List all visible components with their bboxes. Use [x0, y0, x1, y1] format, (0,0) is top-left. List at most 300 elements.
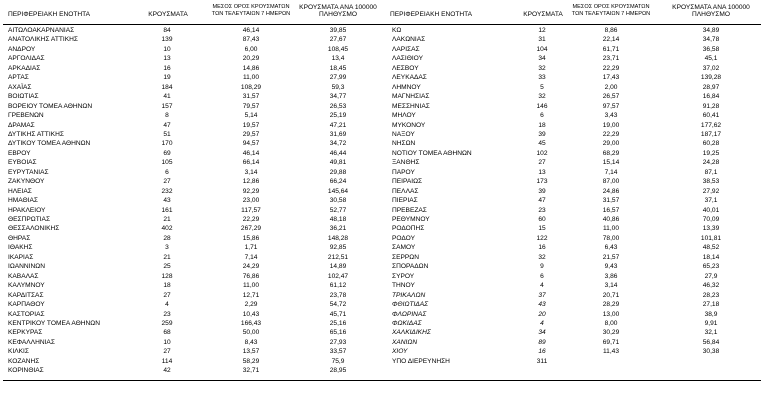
avg-7day-cell: 69,71	[602, 338, 620, 346]
region-name-cell: ΙΩΑΝΝΙΝΩΝ	[8, 263, 45, 271]
region-name-cell: ΝΗΣΩΝ	[392, 140, 416, 148]
per-100k-cell: 25,19	[329, 112, 347, 120]
per-100k-cell: 30,58	[329, 197, 347, 205]
region-name-cell: ΚΟΖΑΝΗΣ	[8, 357, 40, 365]
header-per-left-line1: ΚΡΟΥΣΜΑΤΑ ΑΝΑ 100000	[299, 4, 377, 11]
per-100k-cell: 45,1	[704, 55, 718, 63]
avg-7day-cell: 7,14	[244, 253, 258, 261]
per-100k-cell: 36,58	[702, 45, 720, 53]
per-100k-cell: 66,24	[329, 178, 347, 186]
avg-7day-cell: 20,29	[242, 55, 260, 63]
table-row	[0, 338, 768, 347]
avg-7day-cell: 21,57	[602, 253, 620, 261]
avg-7day-cell: 6,00	[244, 45, 258, 53]
region-name-cell: ΙΘΑΚΗΣ	[8, 244, 33, 252]
avg-7day-cell: 24,86	[602, 187, 620, 195]
cases-cell: 42	[163, 367, 171, 375]
avg-7day-cell: 94,57	[242, 140, 260, 148]
header-per-left	[292, 4, 384, 18]
per-100k-cell: 18,45	[329, 64, 347, 72]
avg-7day-cell: 46,14	[242, 149, 260, 157]
cases-cell: 114	[161, 357, 173, 365]
avg-7day-cell: 11,43	[602, 348, 619, 356]
table-row	[0, 73, 768, 82]
per-100k-cell: 38,53	[702, 178, 720, 186]
region-name-cell: ΚΑΡΠΑΘΟΥ	[8, 301, 45, 309]
cases-cell: 16	[538, 348, 546, 356]
per-100k-cell: 13,4	[331, 55, 345, 63]
per-100k-cell: 25,16	[329, 319, 347, 327]
cases-cell: 10	[163, 338, 171, 346]
per-100k-cell: 212,51	[327, 253, 349, 261]
table-row	[0, 139, 768, 148]
per-100k-cell: 38,9	[704, 310, 718, 318]
table-row	[0, 26, 768, 35]
avg-7day-cell: 3,14	[604, 282, 618, 290]
region-name-cell: ΧΑΝΙΩΝ	[392, 338, 418, 346]
table-row	[0, 196, 768, 205]
table-row	[0, 243, 768, 252]
region-name-cell: ΑΝΑΤΟΛΙΚΗΣ ΑΤΤΙΚΗΣ	[8, 36, 78, 44]
region-name-cell: ΛΕΣΒΟΥ	[392, 64, 419, 72]
avg-7day-cell: 13,00	[602, 310, 620, 318]
per-100k-cell: 34,78	[702, 36, 720, 44]
per-100k-cell: 29,88	[329, 168, 347, 176]
region-name-cell: ΜΑΓΝΗΣΙΑΣ	[392, 93, 430, 101]
table-row	[0, 168, 768, 177]
region-name-cell: ΚΩ	[392, 27, 402, 34]
region-name-cell: ΕΥΡΥΤΑΝΙΑΣ	[8, 168, 49, 176]
region-name-cell: ΠΑΡΟΥ	[392, 168, 415, 176]
region-name-cell: ΕΒΡΟΥ	[8, 149, 31, 157]
cases-cell: 4	[540, 282, 544, 290]
avg-7day-cell: 46,14	[242, 27, 260, 34]
per-100k-cell: 46,32	[702, 282, 720, 290]
per-100k-cell: 18,14	[702, 253, 720, 261]
avg-7day-cell: 267,29	[240, 225, 262, 233]
avg-7day-cell: 8,86	[604, 27, 618, 34]
avg-7day-cell: 22,14	[602, 36, 620, 44]
table-row	[0, 158, 768, 167]
cases-cell: 39	[538, 187, 546, 195]
avg-7day-cell: 68,29	[602, 149, 620, 157]
per-100k-cell: 92,85	[329, 244, 347, 252]
table-row	[0, 357, 768, 366]
region-name-cell: ΡΟΔΟΥ	[392, 234, 415, 242]
region-name-cell: ΣΑΜΟΥ	[392, 244, 416, 252]
header-avg-left	[205, 4, 297, 17]
header-per-right	[665, 4, 757, 18]
region-name-cell: ΔΥΤΙΚΗΣ ΑΤΤΙΚΗΣ	[8, 130, 64, 138]
avg-7day-cell: 22,29	[242, 216, 260, 223]
cases-cell: 43	[163, 197, 171, 205]
region-name-cell: ΣΕΡΡΩΝ	[392, 253, 419, 261]
avg-7day-cell: 66,14	[242, 159, 260, 167]
table-row	[0, 111, 768, 120]
region-name-cell: ΗΜΑΘΙΑΣ	[8, 197, 38, 205]
cases-cell: 32	[538, 93, 546, 101]
avg-7day-cell: 87,00	[602, 178, 620, 186]
cases-cell: 170	[161, 140, 173, 148]
region-name-cell: ΓΡΕΒΕΝΩΝ	[8, 112, 44, 120]
cases-cell: 39	[538, 130, 546, 138]
per-100k-cell: 39,85	[329, 27, 347, 34]
region-name-cell: ΙΚΑΡΙΑΣ	[8, 253, 34, 261]
avg-7day-cell: 6,43	[604, 244, 618, 252]
region-name-cell: ΚΑΛΥΜΝΟΥ	[8, 282, 45, 290]
cases-cell: 43	[538, 301, 546, 309]
avg-7day-cell: 61,71	[602, 45, 620, 53]
table-row	[0, 281, 768, 290]
region-name-cell: ΦΛΩΡΙΝΑΣ	[392, 310, 427, 318]
cases-cell: 184	[161, 83, 173, 91]
per-100k-cell: 28,23	[702, 291, 720, 299]
region-name-cell: ΧΑΛΚΙΔΙΚΗΣ	[392, 329, 431, 337]
per-100k-cell: 27,92	[702, 187, 720, 195]
header-region-right: ΠΕΡΙΦΕΡΕΙΑΚΗ ΕΝΟΤΗΤΑ	[390, 11, 473, 18]
header-per-right-line2: ΠΛΗΘΥΣΜΟ	[692, 11, 730, 19]
avg-7day-cell: 11,00	[242, 74, 259, 82]
table-row	[0, 130, 768, 139]
avg-7day-cell: 15,86	[242, 234, 260, 242]
per-100k-cell: 9,91	[704, 319, 718, 327]
per-100k-cell: 27,99	[329, 74, 347, 82]
region-name-cell: ΡΕΘΥΜΝΟΥ	[392, 216, 430, 223]
header-avg-left-line1: ΜΕΣΟΣ ΟΡΟΣ ΚΡΟΥΣΜΑΤΩΝ	[212, 4, 290, 10]
region-name-cell: ΜΕΣΣΗΝΙΑΣ	[392, 102, 430, 110]
cases-cell: 25	[163, 263, 171, 271]
avg-7day-cell: 15,14	[602, 159, 620, 167]
avg-7day-cell: 23,71	[602, 55, 620, 63]
per-100k-cell: 48,52	[702, 244, 720, 252]
avg-7day-cell: 23,00	[242, 197, 260, 205]
per-100k-cell: 49,81	[329, 159, 347, 167]
per-100k-cell: 108,45	[327, 45, 349, 53]
table-row	[0, 253, 768, 262]
cases-cell: 6	[540, 272, 544, 280]
per-100k-cell: 33,57	[329, 348, 347, 356]
cases-cell: 9	[540, 263, 544, 271]
region-name-cell: ΚΑΣΤΟΡΙΑΣ	[8, 310, 45, 318]
table-row	[0, 83, 768, 92]
table-row	[0, 92, 768, 101]
region-name-cell: ΛΑΚΩΝΙΑΣ	[392, 36, 426, 44]
cases-cell: 6	[165, 168, 169, 176]
per-100k-cell: 26,53	[329, 102, 347, 110]
region-name-cell: ΚΕΦΑΛΛΗΝΙΑΣ	[8, 338, 55, 346]
cases-cell: 27	[538, 159, 546, 167]
region-name-cell: ΑΡΤΑΣ	[8, 74, 29, 82]
cases-cell: 69	[163, 149, 171, 157]
avg-7day-cell: 12,86	[242, 178, 260, 186]
cases-cell: 31	[538, 36, 546, 44]
avg-7day-cell: 166,43	[240, 319, 262, 327]
cases-cell: 20	[538, 310, 546, 318]
region-name-cell: ΤΗΝΟΥ	[392, 282, 415, 290]
cases-cell: 60	[538, 216, 546, 223]
per-100k-cell: 70,09	[702, 216, 720, 223]
region-name-cell: ΘΕΣΣΑΛΟΝΙΚΗΣ	[8, 225, 60, 233]
per-100k-cell: 28,97	[702, 83, 720, 91]
avg-7day-cell: 108,29	[240, 83, 262, 91]
region-name-cell: ΣΥΡΟΥ	[392, 272, 415, 280]
cases-cell: 16	[163, 64, 171, 72]
region-name-cell: ΞΑΝΘΗΣ	[392, 159, 420, 167]
per-100k-cell: 28,95	[329, 367, 347, 375]
cases-cell: 173	[536, 178, 548, 186]
table-row	[0, 224, 768, 233]
cases-cell: 128	[161, 272, 173, 280]
region-name-cell: ΚΕΡΚΥΡΑΣ	[8, 329, 43, 337]
per-100k-cell: 60,41	[702, 112, 720, 120]
per-100k-cell: 32,1	[704, 329, 718, 337]
table-row	[0, 300, 768, 309]
per-100k-cell: 14,89	[329, 263, 347, 271]
avg-7day-cell: 12,71	[242, 291, 260, 299]
region-name-cell: ΠΙΕΡΙΑΣ	[392, 197, 418, 205]
avg-7day-cell: 19,57	[242, 121, 260, 129]
per-100k-cell: 16,84	[702, 93, 720, 101]
header-avg-right	[565, 4, 657, 17]
avg-7day-cell: 20,71	[602, 291, 620, 299]
region-name-cell: ΕΥΒΟΙΑΣ	[8, 159, 37, 167]
cases-cell: 311	[536, 357, 548, 365]
cases-cell: 33	[538, 74, 546, 82]
cases-cell: 102	[536, 149, 548, 157]
per-100k-cell: 37,1	[704, 197, 718, 205]
table-row	[0, 35, 768, 44]
avg-7day-cell: 97,57	[602, 102, 620, 110]
per-100k-cell: 56,84	[702, 338, 720, 346]
avg-7day-cell: 11,00	[242, 282, 259, 290]
cases-cell: 10	[163, 45, 171, 53]
header-rule	[3, 24, 761, 25]
region-name-cell: ΠΕΙΡΑΙΩΣ	[392, 178, 423, 186]
per-100k-cell: 23,78	[329, 291, 347, 299]
per-100k-cell: 34,72	[329, 140, 347, 148]
per-100k-cell: 60,28	[702, 140, 720, 148]
per-100k-cell: 61,12	[329, 282, 347, 290]
region-name-cell: ΒΟΡΕΙΟΥ ΤΟΜΕΑ ΑΘΗΝΩΝ	[8, 102, 93, 110]
cases-cell: 8	[165, 112, 169, 120]
table-row	[0, 328, 768, 337]
region-name-cell: ΛΕΥΚΑΔΑΣ	[392, 74, 427, 82]
table-row	[0, 149, 768, 158]
header-cases-right: ΚΡΟΥΣΜΑΤΑ	[523, 11, 563, 18]
header-avg-left-line2: ΤΩΝ ΤΕΛΕΥΤΑΙΩΝ 7 ΗΜΕΡΩΝ	[211, 10, 291, 17]
cases-cell: 34	[538, 55, 546, 63]
avg-7day-cell: 32,71	[242, 367, 260, 375]
avg-7day-cell: 19,00	[602, 121, 620, 129]
header-cases-left: ΚΡΟΥΣΜΑΤΑ	[148, 11, 188, 18]
per-100k-cell: 52,77	[329, 206, 347, 214]
avg-7day-cell: 24,29	[242, 263, 260, 271]
cases-cell: 21	[163, 216, 171, 223]
per-100k-cell: 27,18	[702, 301, 720, 309]
header-avg-right-line1: ΜΕΣΟΣ ΟΡΟΣ ΚΡΟΥΣΜΑΤΩΝ	[572, 4, 650, 10]
cases-cell: 146	[536, 102, 548, 110]
cases-cell: 27	[163, 178, 171, 186]
cases-cell: 4	[165, 301, 169, 309]
per-100k-cell: 24,28	[702, 159, 720, 167]
per-100k-cell: 45,71	[329, 310, 347, 318]
avg-7day-cell: 22,29	[602, 64, 620, 72]
per-100k-cell: 46,44	[329, 149, 347, 157]
cases-cell: 6	[540, 112, 544, 120]
region-name-cell: ΑΧΑΪΑΣ	[8, 83, 32, 91]
region-name-cell: ΧΙΟΥ	[392, 348, 408, 356]
avg-7day-cell: 3,43	[604, 112, 618, 120]
region-name-cell: ΤΡΙΚΑΛΩΝ	[392, 291, 426, 299]
table-row	[0, 366, 768, 375]
avg-7day-cell: 87,43	[242, 36, 260, 44]
per-100k-cell: 40,01	[702, 206, 720, 214]
table-row	[0, 310, 768, 319]
region-name-cell: ΜΥΚΟΝΟΥ	[392, 121, 426, 129]
avg-7day-cell: 26,57	[602, 93, 620, 101]
region-name-cell: ΔΥΤΙΚΟΥ ΤΟΜΕΑ ΑΘΗΝΩΝ	[8, 140, 91, 148]
cases-cell: 23	[538, 206, 546, 214]
table-row	[0, 54, 768, 63]
region-name-cell: ΑΡΓΟΛΙΔΑΣ	[8, 55, 45, 63]
header-per-right-line1: ΚΡΟΥΣΜΑΤΑ ΑΝΑ 100000	[672, 4, 750, 11]
region-name-cell: ΜΗΛΟΥ	[392, 112, 416, 120]
table-row	[0, 187, 768, 196]
avg-7day-cell: 16,57	[602, 206, 620, 214]
per-100k-cell: 145,64	[327, 187, 349, 195]
avg-7day-cell: 13,57	[242, 348, 260, 356]
avg-7day-cell: 92,29	[242, 187, 260, 195]
region-name-cell: ΘΕΣΠΡΩΤΙΑΣ	[8, 216, 51, 223]
cases-cell: 232	[161, 187, 173, 195]
region-name-cell: ΥΠΟ ΔΙΕΡΕΥΝΗΣΗ	[392, 357, 450, 365]
region-name-cell: ΗΡΑΚΛΕΙΟΥ	[8, 206, 46, 214]
region-name-cell: ΣΠΟΡΑΔΩΝ	[392, 263, 429, 271]
cases-cell: 105	[161, 159, 173, 167]
per-100k-cell: 37,02	[702, 64, 720, 72]
table-row	[0, 215, 768, 224]
per-100k-cell: 36,21	[329, 225, 347, 233]
per-100k-cell: 101,81	[700, 234, 722, 242]
region-name-cell: ΛΗΜΝΟΥ	[392, 83, 421, 91]
cases-cell: 402	[161, 225, 173, 233]
cases-cell: 157	[161, 102, 173, 110]
avg-7day-cell: 29,00	[602, 140, 620, 148]
table-row	[0, 347, 768, 356]
per-100k-cell: 27,67	[329, 36, 347, 44]
region-name-cell: ΠΕΛΛΑΣ	[392, 187, 419, 195]
per-100k-cell: 177,62	[700, 121, 722, 129]
avg-7day-cell: 2,29	[244, 301, 258, 309]
cases-cell: 84	[163, 27, 171, 34]
per-100k-cell: 65,16	[329, 329, 347, 337]
cases-cell: 18	[538, 121, 546, 129]
cases-cell: 37	[538, 291, 546, 299]
cases-cell: 21	[163, 253, 171, 261]
avg-7day-cell: 5,14	[244, 112, 258, 120]
per-100k-cell: 47,21	[329, 121, 347, 129]
region-name-cell: ΚΙΛΚΙΣ	[8, 348, 29, 356]
cases-cell: 139	[161, 36, 173, 44]
avg-7day-cell: 31,57	[602, 197, 620, 205]
table-row	[0, 45, 768, 54]
avg-7day-cell: 14,86	[242, 64, 260, 72]
table-row	[0, 234, 768, 243]
avg-7day-cell: 31,57	[242, 93, 260, 101]
region-name-cell: ΡΟΔΟΠΗΣ	[392, 225, 425, 233]
per-100k-cell: 13,39	[702, 225, 720, 233]
avg-7day-cell: 11,00	[602, 225, 619, 233]
table-row	[0, 64, 768, 73]
region-name-cell: ΖΑΚΥΝΘΟΥ	[8, 178, 45, 186]
cases-cell: 32	[538, 253, 546, 261]
per-100k-cell: 34,77	[329, 93, 347, 101]
cases-cell: 13	[538, 168, 546, 176]
table-row	[0, 121, 768, 130]
avg-7day-cell: 3,86	[604, 272, 618, 280]
region-name-cell: ΒΟΙΩΤΙΑΣ	[8, 93, 39, 101]
table-row	[0, 177, 768, 186]
footer-rule	[3, 380, 761, 381]
cases-cell: 27	[163, 291, 171, 299]
avg-7day-cell: 17,43	[602, 74, 620, 82]
table-row	[0, 206, 768, 215]
cases-cell: 68	[163, 329, 171, 337]
per-100k-cell: 75,9	[331, 357, 345, 365]
header-per-left-line2: ΠΛΗΘΥΣΜΟ	[319, 11, 357, 19]
cases-cell: 12	[538, 27, 546, 34]
region-name-cell: ΗΛΕΙΑΣ	[8, 187, 32, 195]
cases-cell: 161	[161, 206, 173, 214]
table-row	[0, 291, 768, 300]
cases-cell: 104	[536, 45, 548, 53]
per-100k-cell: 30,38	[702, 348, 720, 356]
avg-7day-cell: 7,14	[604, 168, 618, 176]
cases-cell: 3	[165, 244, 169, 252]
avg-7day-cell: 8,00	[604, 319, 618, 327]
per-100k-cell: 59,3	[331, 83, 345, 91]
region-name-cell: ΚΟΡΙΝΘΙΑΣ	[8, 367, 44, 375]
per-100k-cell: 31,69	[329, 130, 347, 138]
region-name-cell: ΑΡΚΑΔΙΑΣ	[8, 64, 41, 72]
cases-cell: 28	[163, 234, 171, 242]
table-row	[0, 319, 768, 328]
per-100k-cell: 34,89	[702, 27, 720, 34]
region-name-cell: ΚΑΒΑΛΑΣ	[8, 272, 39, 280]
region-name-cell: ΛΑΣΙΘΙΟΥ	[392, 55, 423, 63]
header-region-left: ΠΕΡΙΦΕΡΕΙΑΚΗ ΕΝΟΤΗΤΑ	[8, 11, 91, 18]
avg-7day-cell: 58,29	[242, 357, 260, 365]
cases-cell: 122	[536, 234, 548, 242]
region-name-cell: ΛΑΡΙΣΑΣ	[392, 45, 420, 53]
region-name-cell: ΚΕΝΤΡΙΚΟΥ ΤΟΜΕΑ ΑΘΗΝΩΝ	[8, 319, 100, 327]
avg-7day-cell: 29,57	[242, 130, 260, 138]
per-100k-cell: 148,28	[327, 234, 349, 242]
table-row	[0, 262, 768, 271]
cases-cell: 41	[163, 93, 171, 101]
per-100k-cell: 91,28	[702, 102, 720, 110]
cases-cell: 23	[163, 310, 171, 318]
region-name-cell: ΠΡΕΒΕΖΑΣ	[392, 206, 427, 214]
avg-7day-cell: 3,14	[244, 168, 258, 176]
table-row	[0, 272, 768, 281]
per-100k-cell: 65,23	[702, 263, 720, 271]
region-name-cell: ΑΝΔΡΟΥ	[8, 45, 36, 53]
region-name-cell: ΔΡΑΜΑΣ	[8, 121, 35, 129]
per-100k-cell: 87,1	[704, 168, 718, 176]
cases-cell: 19	[163, 74, 171, 82]
cases-cell: 13	[163, 55, 171, 63]
